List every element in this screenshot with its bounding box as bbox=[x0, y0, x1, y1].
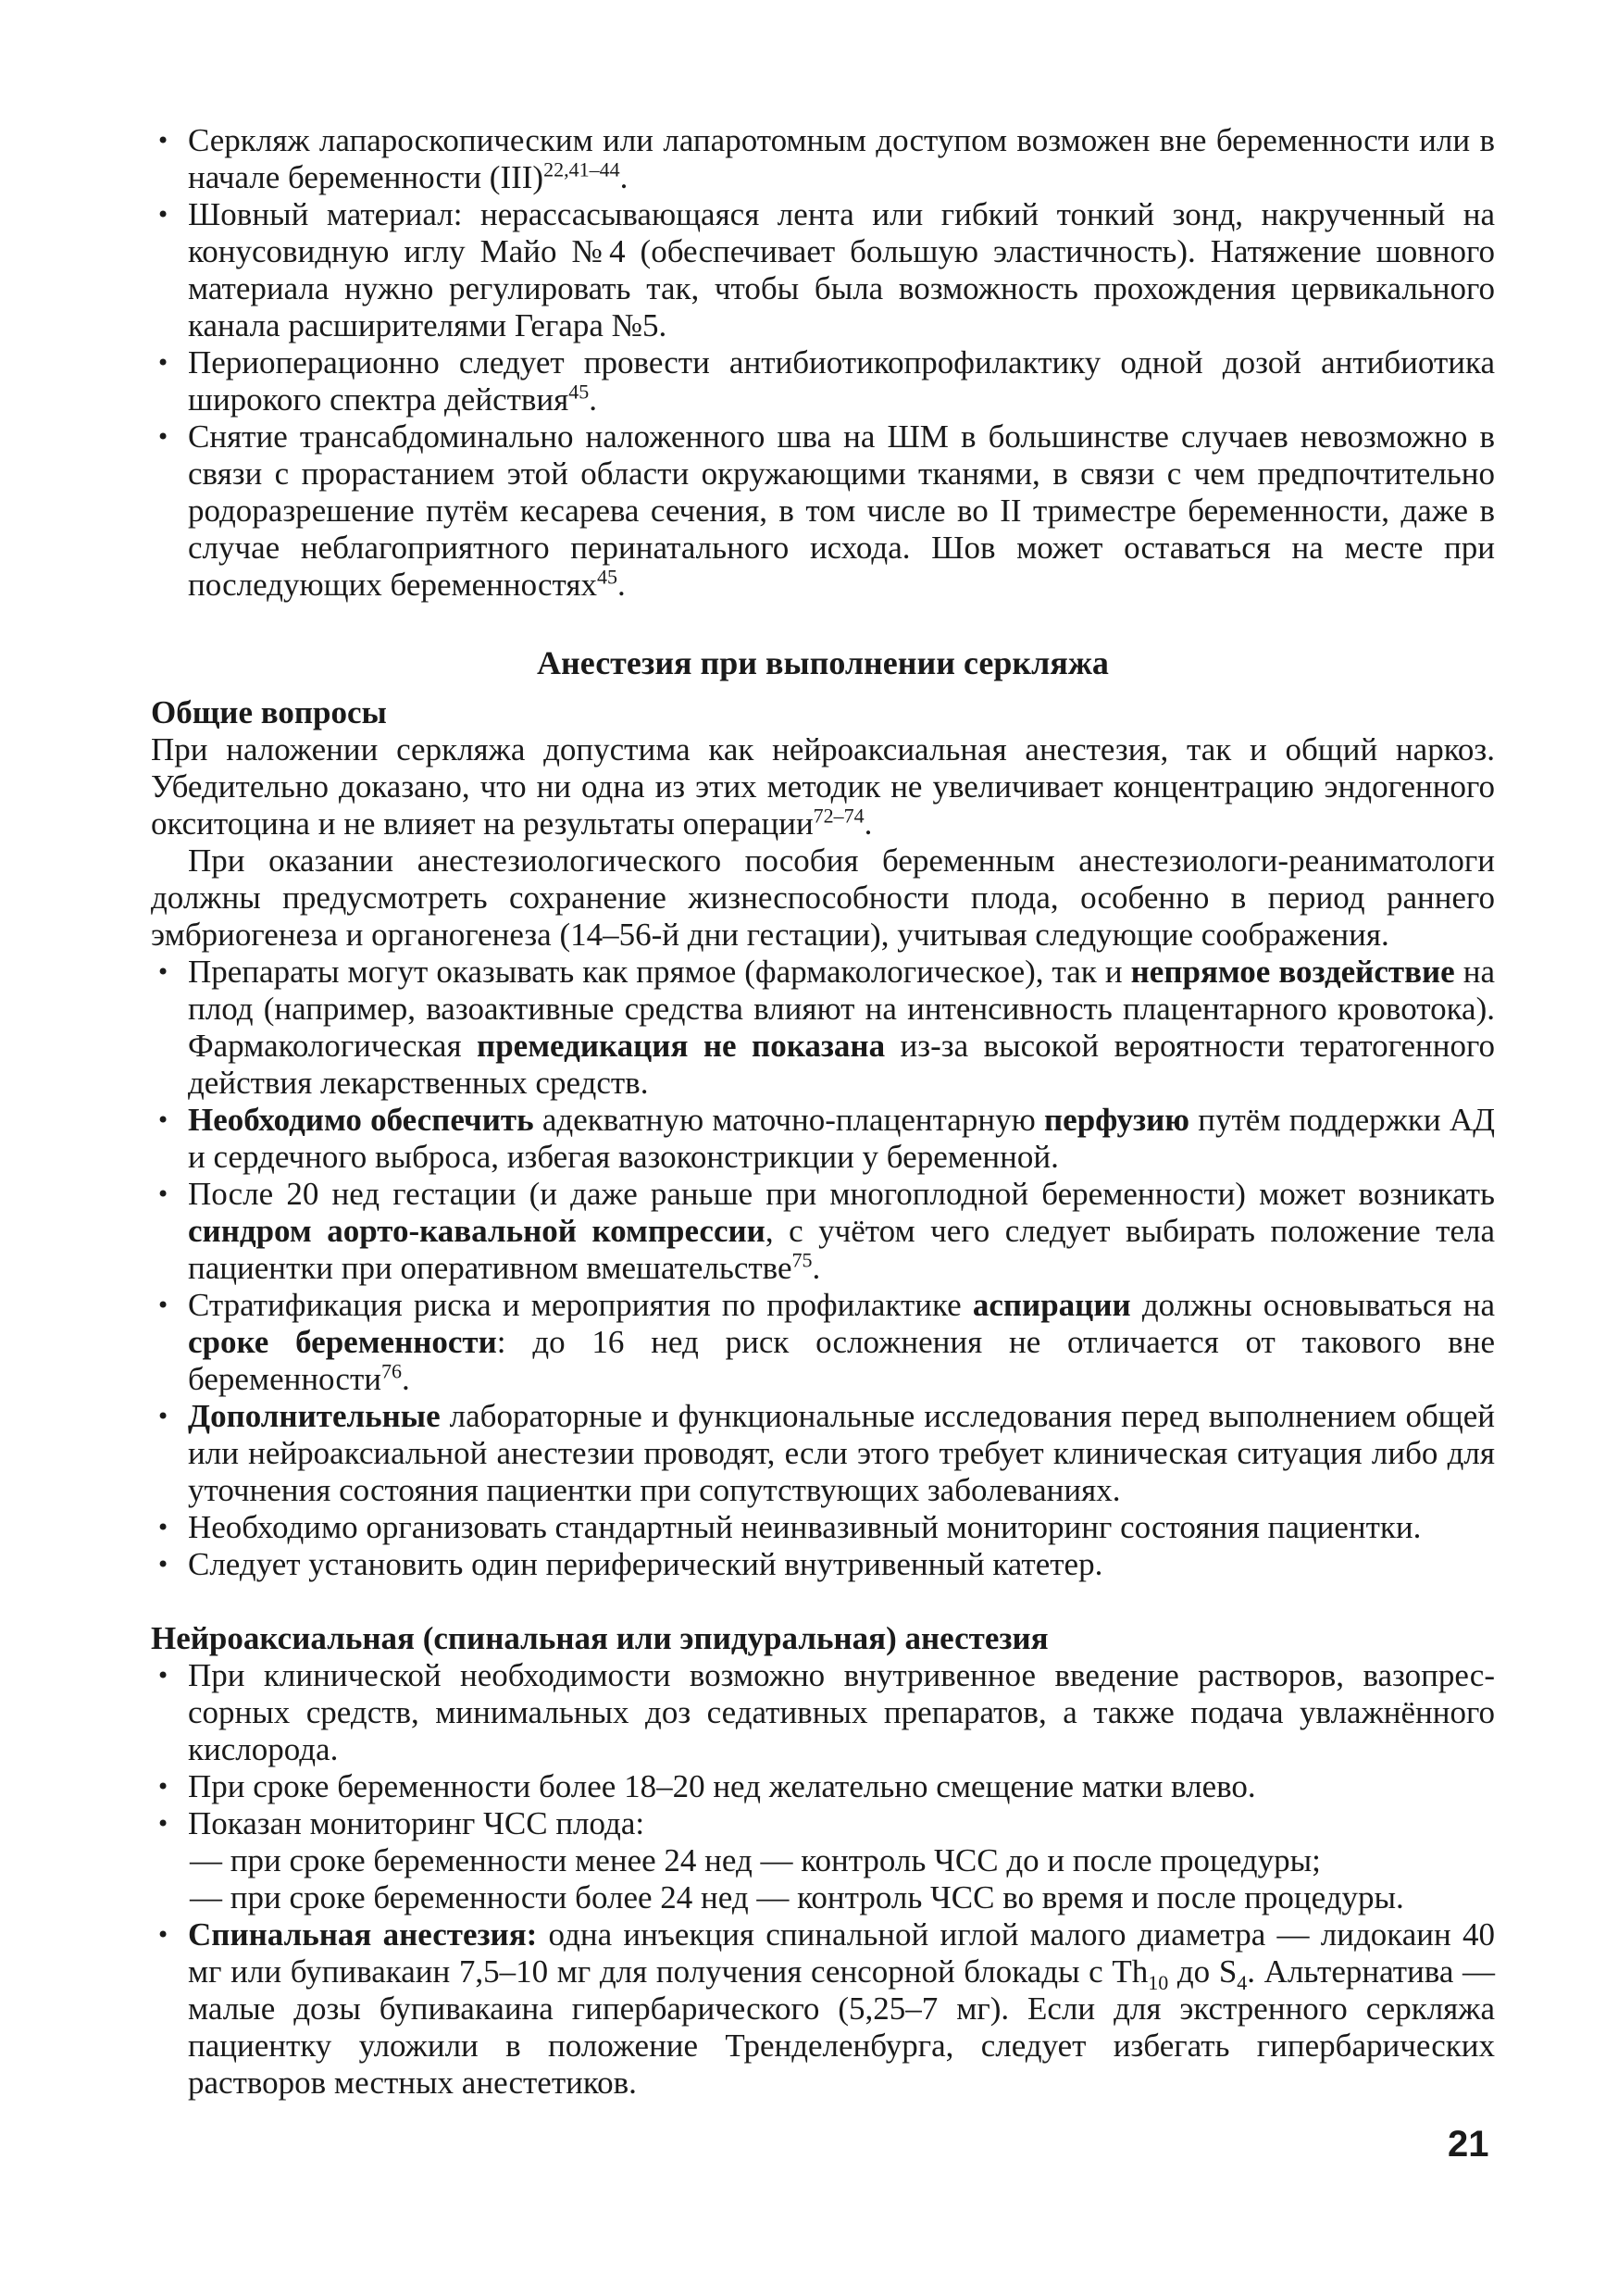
item-text: Препараты могут оказывать как прямое (фармакологическое), так и bbox=[188, 954, 1131, 990]
list-item bbox=[151, 1102, 1495, 1176]
list-item bbox=[151, 122, 1495, 196]
item-text: : до 16 нед риск осложнения не отличается от такового вне беременности bbox=[188, 1324, 1495, 1397]
item-emphasis: сроке беременности bbox=[188, 1324, 497, 1360]
item-text: одна инъекция спинальной иглой малого диаметра — лидокаин 40 мг или бупивакаин 7,5–10 мг для получения сенсорной блокады с Th bbox=[188, 1916, 1495, 1990]
item-emphasis: Дополнительные bbox=[188, 1398, 441, 1434]
item-text-end: . bbox=[402, 1361, 410, 1397]
reference-superscript: 22,41–44 bbox=[543, 157, 620, 181]
item-text: должны основываться на bbox=[1130, 1287, 1495, 1323]
item-emphasis: перфузию bbox=[1044, 1102, 1189, 1138]
paragraph: При оказании анестезиологического пособия беременным анестезиологи-реаниматологи должны предусмотреть сохранение жизнеспособности плода, особенно в период раннего эмбриогенеза и органогенеза (14–56-й дни гестации), учитывая следующие соображения. bbox=[151, 842, 1495, 953]
neuraxial-bullet-list-2 bbox=[151, 1916, 1495, 2102]
list-item bbox=[151, 1398, 1495, 1509]
item-emphasis: Спинальная анестезия: bbox=[188, 1916, 538, 1953]
list-item: • Необходимо организовать стандартный неинвазивный мониторинг состояния пациентки. bbox=[151, 1509, 1495, 1546]
reference-superscript: 72–74 bbox=[813, 804, 865, 828]
subheading-neuraxial: Нейроаксиальная (спинальная или эпидуральная) анестезия bbox=[151, 1620, 1049, 1656]
reference-superscript: 45 bbox=[596, 565, 617, 589]
item-text: адекватную маточно-плацентарную bbox=[533, 1102, 1044, 1138]
item-emphasis: премедикация не показана bbox=[477, 1028, 886, 1064]
item-text: Серкляж лапароскопическим или лапаротомным доступом возможен вне беременности или в начале беременности (III) bbox=[188, 122, 1495, 195]
item-text: , с учётом чего следует выбирать положение тела пациентки при оперативном вмешательстве bbox=[188, 1213, 1495, 1286]
list-item bbox=[151, 1287, 1495, 1398]
list-item bbox=[151, 1916, 1495, 2102]
item-text: Периоперационно следует провести антибиотикопрофилактику одной дозой антибиотика широкого спектра действия bbox=[188, 344, 1495, 418]
reference-superscript: 76 bbox=[381, 1359, 402, 1383]
paragraph-text: При наложении серкляжа допустима как нейроаксиальная анестезия, так и общий наркоз. Убедительно доказано, что ни одна из этих методик не увеличивает концентрацию эндогенного окситоцина и не влияет на результаты операции bbox=[151, 731, 1495, 842]
item-text: до S bbox=[1168, 1953, 1238, 1990]
list-item bbox=[151, 1176, 1495, 1287]
item-emphasis: аспирации bbox=[972, 1287, 1131, 1323]
item-text: Стратификация риска и мероприятия по профилактике bbox=[188, 1287, 973, 1323]
item-text: из-за высокой вероятности тератогенного действия лекарственных средств. bbox=[188, 1028, 1495, 1101]
subheading-general: Общие вопросы bbox=[151, 694, 387, 730]
list-item bbox=[151, 418, 1495, 604]
page-number: 21 bbox=[1448, 2124, 1489, 2165]
list-item: • При клинической необходимости возможно внутривенное введение растворов, вазопрессорных средств, минимальных доз седативных препаратов, а также подача увлажнённого кислорода. bbox=[151, 1657, 1495, 1768]
dash-line: — при сроке беременности менее 24 нед — контроль ЧСС до и после процедуры; bbox=[190, 1842, 1321, 1878]
item-text-end: . bbox=[589, 381, 597, 418]
reference-superscript: 45 bbox=[568, 380, 590, 404]
subscript: 10 bbox=[1148, 1971, 1169, 1994]
item-emphasis: непрямое воздействие bbox=[1130, 954, 1455, 990]
list-item bbox=[151, 1805, 1495, 1842]
item-text: на плод (например, вазоактивные средства влияют на интенсивность плацентарного кровотока). Фармакологическая bbox=[188, 954, 1495, 1064]
item-emphasis: синдром аорто-кавальной компрессии bbox=[188, 1213, 765, 1249]
item-text: лабораторные и функциональные исследования перед выполнением общей или нейроаксиальной анестезии проводят, если этого требует клиническая ситуация либо для уточнения состояния пациентки при сопутствующих заболеваниях. bbox=[188, 1398, 1495, 1508]
page-content bbox=[151, 122, 1495, 2102]
item-text: • Показан мониторинг ЧСС плода: bbox=[188, 1805, 645, 1841]
general-bullet-list bbox=[151, 954, 1495, 1583]
item-text: . Альтернатива — малые дозы бупивакаина гипербарического (5,25–7 мг). Если для экстренного серкляжа пациентку уложили в положение Тренделенбурга, следует избегать гипербарических растворов местных анестетиков. bbox=[188, 1953, 1495, 2101]
reference-superscript: 75 bbox=[791, 1248, 813, 1272]
section-title: Анестезия при выполнении серкляжа bbox=[537, 644, 1109, 681]
paragraph-text-end: . bbox=[864, 805, 873, 842]
neuraxial-bullet-list bbox=[151, 1657, 1495, 1842]
paragraph bbox=[151, 731, 1495, 842]
subscript: 4 bbox=[1237, 1971, 1248, 1994]
item-text: путём поддержки АД и сердечного выброса, избегая вазоконстрикции у беременной. bbox=[188, 1102, 1495, 1175]
top-bullet-list bbox=[151, 122, 1495, 604]
item-emphasis: Необходимо обеспечить bbox=[188, 1102, 534, 1138]
item-text: Снятие трансабдоминально наложенного шва на ШМ в большинстве случаев невозможно в связи с прорастанием этой области окружающими тканями, в связи с чем предпочтительно родоразрешение путём кесарева сечения, в том числе во II триместре беременности, даже в случае неблагоприятного перинатального исхода. Шов может оставаться на месте при последующих беременностях bbox=[188, 418, 1495, 603]
item-text-end: . bbox=[812, 1250, 821, 1286]
item-text-end: . bbox=[619, 159, 629, 195]
list-item bbox=[151, 196, 1495, 344]
list-item bbox=[151, 954, 1495, 1102]
list-item: • При сроке беременности более 18–20 нед желательно смещение матки влево. bbox=[151, 1768, 1495, 1805]
list-item: • Следует установить один периферический внутривенный катетер. bbox=[151, 1546, 1495, 1583]
item-text: После 20 нед гестации (и даже раньше при многоплодной беременности) может возникать bbox=[188, 1176, 1495, 1212]
item-text: Шовный материал: нерассасывающаяся лента или гибкий тонкий зонд, накрученный на конусовидную иглу Майо №4 (обеспечивает большую эластичность). Натяжение шовного материала нужно регулировать так, чтобы была возможность прохождения цервикального канала расширителями Гегара №5. bbox=[188, 196, 1495, 343]
item-text-end: . bbox=[616, 567, 626, 603]
dash-line: — при сроке беременности более 24 нед — контроль ЧСС во время и после процедуры. bbox=[190, 1879, 1404, 1915]
list-item bbox=[151, 344, 1495, 418]
